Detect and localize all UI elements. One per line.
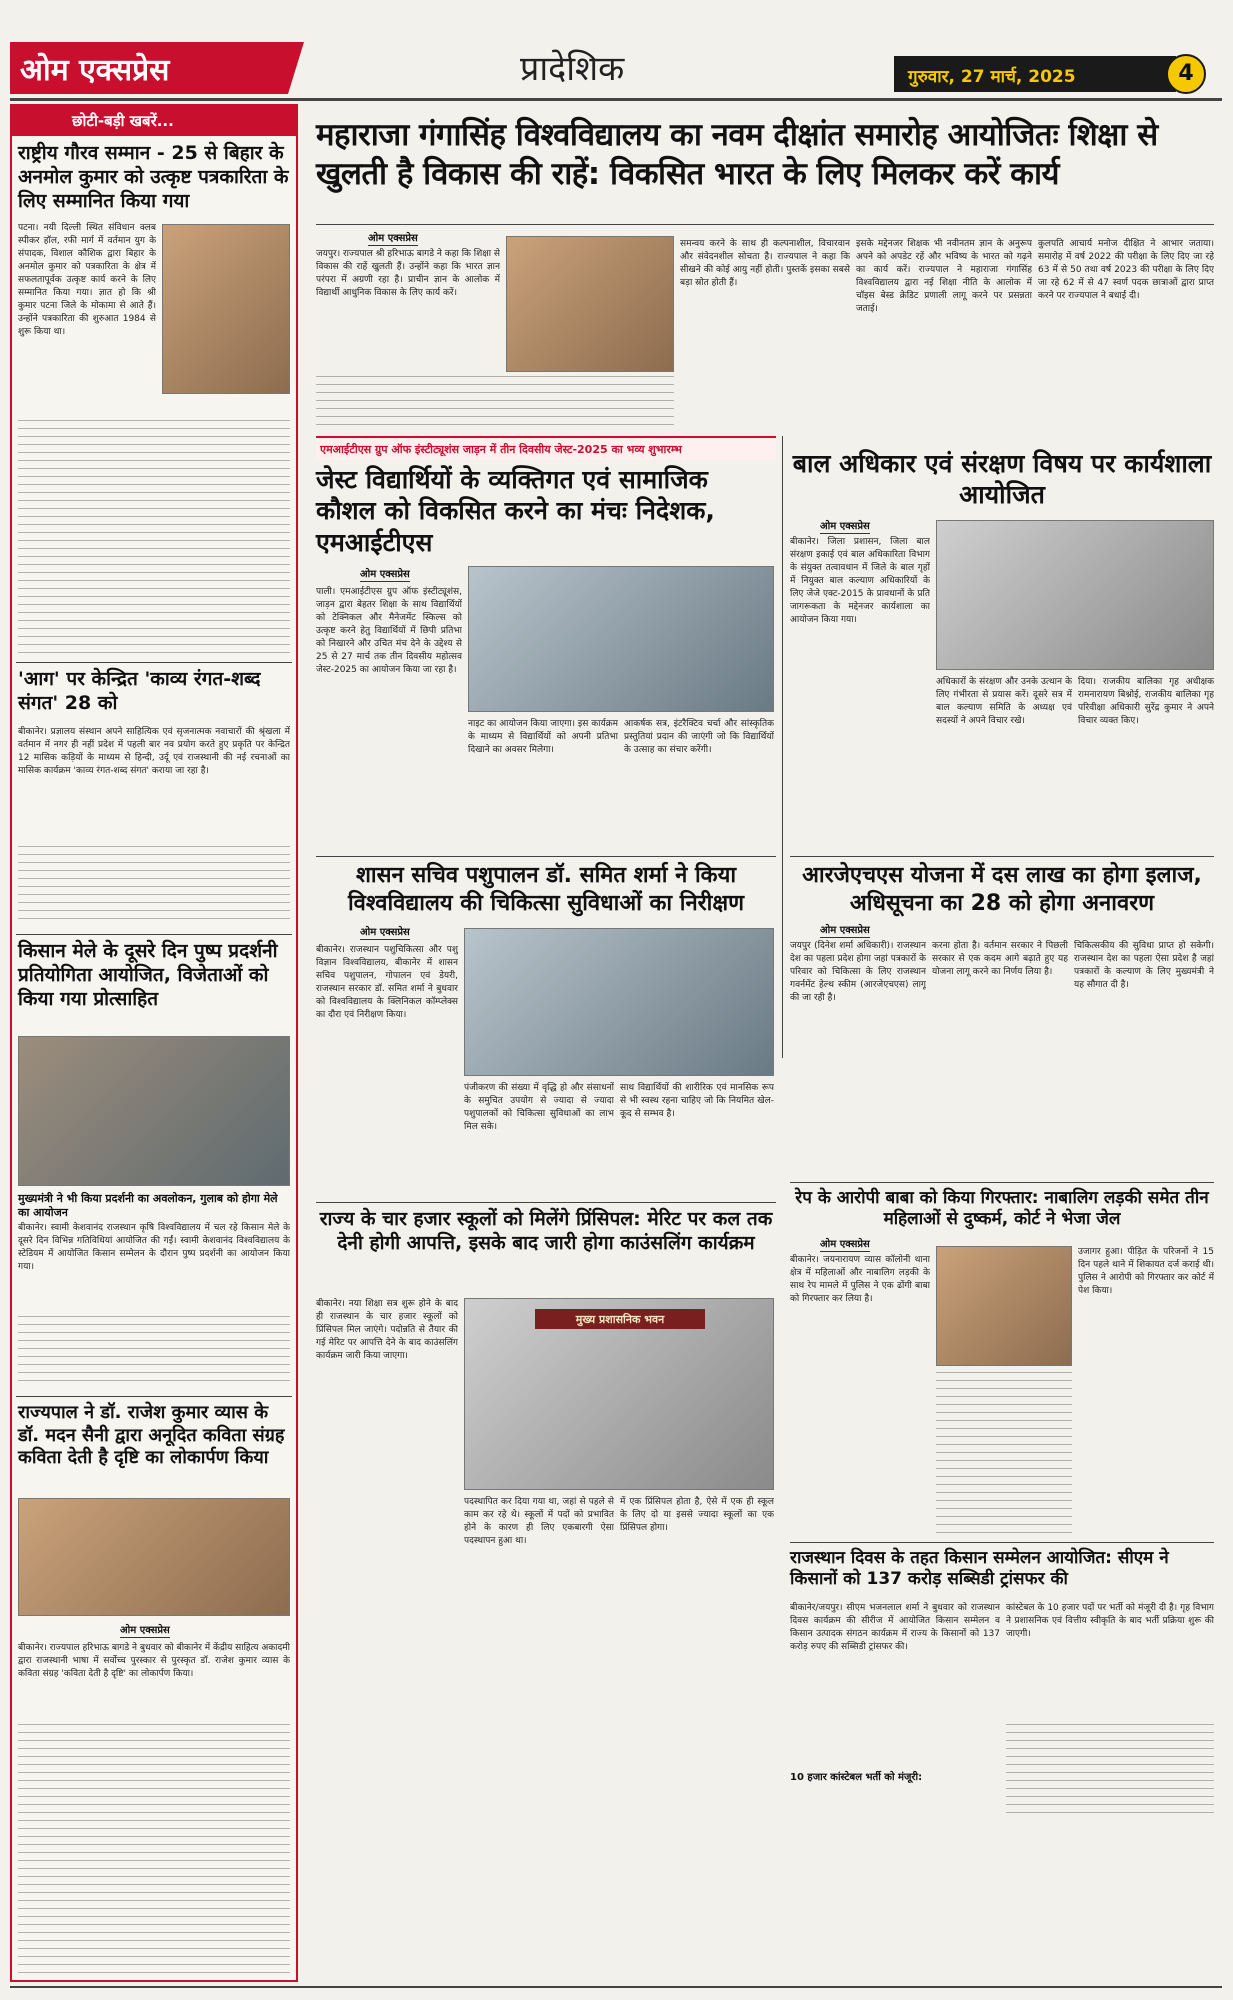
school-photo-sign-plate: [535, 1309, 705, 1329]
workshop-body-col2: अधिकारों के संरक्षण और उनके उत्थान के लिए गंभीरता से प्रयास करें। दूसरे सत्र में बाल कल्याण समिति के अध्यक्ष एवं सदस्यों ने अपने विचार रखे।: [936, 677, 1072, 726]
masthead-brand-corner: [288, 42, 304, 94]
jest-body-col3: आकर्षक सत्र, इंटरैक्टिव चर्चा और सांस्कृतिक प्रस्तुतियां प्रदान की जाएंगी जो कि विद्यार्थियों के उत्साह का संचार करेंगी।: [624, 719, 774, 755]
section-title: प्रादेशिक: [520, 49, 625, 89]
school-body-col1: बीकानेर। नया शिक्षा सत्र शुरू होने के बाद ही राजस्थान के चार हजार स्कूलों को प्रिंसिपल मिल जाएंगे। पदोन्नति से तैयार की गई मेरिट पर आपत्ति देने के बाद काउंसलिंग कार्यक्रम जारी किया जाएगा।: [316, 1299, 458, 1361]
vet-body-col1: बीकानेर। राजस्थान पशुचिकित्सा और पशु विज्ञान विश्वविद्यालय, बीकानेर में शासन सचिव पशुपालन, गोपालन एवं डेयरी, राजस्थान सरकार डॉ. समित शर्मा ने बुधवार को विश्वविद्यालय के क्लिनिकल कॉम्प्लेक्स का दौरा एवं निरीक्षण किया।: [316, 945, 458, 1020]
farmer-subhead: 10 हजार कांस्टेबल भर्ती को मंजूरी:: [790, 1772, 923, 1783]
school-building-photo: [464, 1298, 774, 1490]
school-photo-sign: मुख्य प्रशासनिक भवन: [575, 1313, 665, 1326]
story1-body-continued: [18, 420, 290, 656]
masthead-brand: ओम एक्सप्रेस: [20, 53, 170, 88]
vet-rule: [316, 856, 776, 857]
lead-governor-photo: [506, 236, 674, 372]
rape-accused-photo: [936, 1246, 1072, 1366]
story4-launch-photo: [18, 1498, 290, 1616]
vet-inspection-photo: [464, 928, 774, 1076]
jest-byline: ओम एक्सप्रेस: [360, 566, 410, 582]
lead-byline: ओम एक्सप्रेस: [368, 230, 418, 246]
farmer-rule: [790, 1542, 1214, 1543]
story3-caption: मुख्यमंत्री ने भी किया प्रदर्शनी का अवलोकन, गुलाब को होगा मेले का आयोजन: [18, 1192, 278, 1219]
story4-body: बीकानेर। राज्यपाल हरिभाऊ बागडे ने बुधवार को बीकानेर में केंद्रीय साहित्य अकादमी द्वारा राजस्थानी भाषा में सर्वोच्च पुरस्कार से पुरस्कृत डॉ. राजेश कुमार व्यास के कविता संग्रह 'कविता देती है दृष्टि' का लोकार्पण किया।: [18, 1643, 290, 1679]
lead-headline: महाराजा गंगासिंह विश्वविद्यालय का नवम दीक्षांत समारोह आयोजितः शिक्षा से खुलती है विकास की राहें: विकसित भारत के लिए मिलकर करें कार्य: [316, 117, 1158, 192]
story2-body: बीकानेर। प्रज्ञालय संस्थान अपने साहित्यिक एवं सृजनात्मक नवाचारों की श्रृंखला में वर्तमान में नगर ही नहीं प्रदेश में पहली बार नव प्रयोग करते हुए प्रकृति पर केन्द्रित 12 मासिक कड़ियों के माध्यम से हिन्दी, उर्दू एवं राजस्थानी की नई रचनाओं का मासिक कार्यक्रम 'काव्य रंगत-शब्द संगत' कराया जा रहा है।: [18, 727, 290, 776]
lead-rule: [316, 224, 1214, 225]
rape-body-col3: उजागर हुआ। पीड़ित के परिजनों ने 15 दिन पहले थाने में शिकायत दर्ज कराई थी। पुलिस ने आरोपी को गिरफ्तार कर कोर्ट में पेश किया।: [1078, 1247, 1214, 1296]
left-divider-1: [16, 662, 292, 663]
vertical-divider-right: [782, 436, 783, 1058]
school-body-col3: में एक प्रिंसिपल होता है, ऐसे में एक ही स्कूल के लिए दो या इससे ज्यादा स्कूलों का एक प्रिंसिपल होगा।: [620, 1497, 774, 1533]
page-number-badge: [1166, 54, 1206, 94]
lead-body-col3: इसके मद्देनजर शिक्षक भी नवीनतम ज्ञान के अनुरूप अपने को अपडेट रहें और भविष्य के भारत को गढ़ने का कार्य करें। राज्यपाल ने महाराजा गंगासिंह विश्वविद्यालय द्वारा नई शिक्षा नीति के आलोक में चॉइस बेस्ड क्रेडिट प्रणाली लागू करने पर प्रसन्नता जताई।: [856, 239, 1032, 314]
left-column-label: छोटी-बड़ी खबरें...: [72, 112, 174, 130]
rape-headline: रेप के आरोपी बाबा को किया गिरफ्तार: नाबालिग लड़की समेत तीन महिलाओं से दुष्कर्म, कोर्ट ने भेजा जेल: [795, 1188, 1209, 1230]
left-divider-2: [16, 934, 292, 935]
rape-rule: [790, 1182, 1214, 1183]
story3-body-continued: [18, 1316, 290, 1388]
rape-byline: ओम एक्सप्रेस: [820, 1236, 870, 1252]
rape-body-col1: बीकानेर। जयनारायण व्यास कॉलोनी थाना क्षेत्र में महिलाओं और नाबालिग लड़की के साथ रेप मामले में पुलिस ने एक ढोंगी बाबा को गिरफ्तार कर लिया है।: [790, 1255, 930, 1304]
story3-headline: किसान मेले के दूसरे दिन पुष्प प्रदर्शनी प्रतियोगिता आयोजित, विजेताओं को किया गया प्रोत्साहित: [18, 940, 278, 1010]
farmer-headline: राजस्थान दिवस के तहत किसान सम्मेलन आयोजित: सीएम ने किसानों को 137 करोड़ सब्सिडी ट्रांसफर की: [790, 1548, 1169, 1590]
workshop-photo: [936, 520, 1214, 670]
farmer-body-col1: बीकानेर/जयपुर। सीएम भजनलाल शर्मा ने बुधवार को राजस्थान दिवस कार्यक्रम की सीरीज में आयोजित किसान सम्मेलन व किसान उत्पादक संगठन कार्यक्रम में राज्य के किसानों को 137 करोड़ रुपए की सब्सिडी ट्रांसफर की।: [790, 1603, 1000, 1652]
story2-body-continued: [18, 846, 290, 926]
school-rule: [316, 1202, 776, 1203]
lead-body-col2: समन्वय करने के साथ ही कल्पनाशील, विचारवान और संवेदनशील सोचता है। राज्यपाल ने कहा कि सीखने की कोई आयु नहीं होती। पुस्तकें इसका सबसे बड़ा स्रोत होती हैं।: [680, 239, 850, 288]
rghs-byline: ओम एक्सप्रेस: [820, 922, 870, 938]
workshop-headline: बाल अधिकार एवं संरक्षण विषय पर कार्यशाला आयोजित: [792, 449, 1212, 510]
jest-kicker-box: [316, 436, 776, 460]
lead-body-col1: जयपुर। राज्यपाल श्री हरिभाऊ बागडे ने कहा कि शिक्षा से विकास की राहें खुलती हैं। उन्होंने कहा कि भारत ज्ञान परंपरा में अग्रणी रहा है। प्राचीन ज्ञान के आलोक में विद्यार्थी आधुनिक विकास के लिए कार्य करें।: [316, 249, 500, 298]
story4-byline: ओम एक्सप्रेस: [120, 1622, 170, 1638]
story3-body: बीकानेर। स्वामी केशवानंद राजस्थान कृषि विश्वविद्यालय में चल रहे किसान मेले के दूसरे दिन विभिन्न गतिविधियां आयोजित की गईं। स्वामी केशवानंद विश्वविद्यालय के स्टेडियम में आयोजित किसान सम्मेलन के दौरान पुष्प प्रदर्शनी का आयोजन किया गया।: [18, 1223, 290, 1272]
rghs-body-col3: चिकित्सकीय की सुविधा प्राप्त हो सकेगी। राजस्थान देश का पहला ऐसा प्रदेश है जहां पत्रकारों के कल्याण के लिए मुख्यमंत्री ने यह सौगात दी है।: [1074, 941, 1214, 990]
masthead-brand-box: [10, 42, 288, 94]
workshop-body-col3: दिया। राजकीय बालिका गृह अधीक्षक रामनारायण बिश्नोई, राजकीय बालिका गृह परिवीक्षा अधिकारी सुरेंद्र कुमार ने अपने विचार व्यक्त किए।: [1078, 677, 1214, 726]
jest-body-col1: पाली। एमआईटीएस ग्रुप ऑफ इंस्टीट्यूशंस, जाड़न द्वारा बेहतर शिक्षा के साथ विद्यार्थियों को टेक्निकल और मैनेजमेंट स्किल्स को उत्कृष्ट करने हेतु विद्यार्थियों में छिपी प्रतिभा को निखारने और उचित मंच देने के उद्देश्य से 25 से 27 मार्च तक तीन दिवसीय महोत्सव जेस्ट-2025 का आयोजन किया जा रहा है।: [316, 587, 462, 675]
vet-body-col3: साथ विद्यार्थियों की शारीरिक एवं मानसिक रूप से भी स्वस्थ रहना चाहिए जो कि नियमित खेल-कूद से सम्भव है।: [620, 1083, 774, 1119]
vet-byline: ओम एक्सप्रेस: [360, 924, 410, 940]
workshop-byline: ओम एक्सप्रेस: [820, 518, 870, 534]
workshop-body-col1: बीकानेर। जिला प्रशासन, जिला बाल संरक्षण इकाई एवं बाल अधिकारिता विभाग के संयुक्त तत्वावधान में जिले के बाल गृहों में नियुक्त बाल कल्याण अधिकारियों के लिए जेजे एक्ट-2015 के प्रावधानों के प्रति जागरूकता के मद्देनजर कार्यशाला का आयोजन किया गया।: [790, 537, 930, 625]
story4-headline: राज्यपाल ने डॉ. राजेश कुमार व्यास के डॉ. मदन सैनी द्वारा अनूदित कविता संग्रह कविता देती है दृष्टि का लोकार्पण किया: [18, 1402, 285, 1468]
masthead-rule: [10, 98, 1222, 101]
story4-body-continued: [18, 1724, 290, 1974]
jest-body-col2: नाइट का आयोजन किया जाएगा। इस कार्यक्रम के माध्यम से विद्यार्थियों को अपनी प्रतिभा दिखाने का अवसर मिलेगा।: [468, 719, 618, 755]
story3-exhibition-photo: [18, 1036, 290, 1186]
rghs-body-col2: करना होता है। वर्तमान सरकार ने पिछली सरकार से एक कदम आगे बढ़ाते हुए यह योजना लागू करने का निर्णय लिया है।: [932, 941, 1068, 977]
lead-body-col4: कुलपति आचार्य मनोज दीक्षित ने आभार जताया। समारोह में वर्ष 2022 की परीक्षा के लिए दिए जा रहे 63 में से 50 तथा वर्ष 2023 की परीक्षा के लिए दिए जा रहे 62 में से 47 स्वर्ण पदक छात्राओं द्वारा प्राप्त करने पर राज्यपाल ने बधाई दी।: [1038, 239, 1214, 301]
story2-headline: 'आग' पर केन्द्रित 'काव्य रंगत-शब्द संगत' 28 को: [18, 668, 261, 714]
vet-body-col2: पंजीकरण की संख्या में वृद्धि हो और संसाधनों के समुचित उपयोग से ज्यादा से ज्यादा पशुपालकों को चिकित्सा सुविधाओं का लाभ मिल सके।: [464, 1083, 614, 1132]
left-divider-3: [16, 1396, 292, 1397]
rghs-headline: आरजेएचएस योजना में दस लाख का होगा इलाज, अधिसूचना का 28 को होगा अनावरण: [802, 863, 1202, 916]
masthead-date-box: [894, 56, 1176, 92]
school-headline: राज्य के चार हजार स्कूलों को मिलेंगे प्रिंसिपल: मेरिट पर कल तक देनी होगी आपत्ति, इसके बाद जारी होगा काउंसलिंग कार्यक्रम: [319, 1208, 773, 1254]
vet-headline: शासन सचिव पशुपालन डॉ. समित शर्मा ने किया विश्वविद्यालय की चिकित्सा सुविधाओं का निरीक्षण: [347, 863, 745, 916]
rghs-rule: [790, 856, 1214, 857]
story1-body: पटना। नयी दिल्ली स्थित संविधान क्लब स्पीकर हॉल, रफी मार्ग में वर्तमान युग के संपादक, विशाल कौशिक द्वारा बिहार के अनमोल कुमार को पत्रकारिता के क्षेत्र में सफलतापूर्वक उत्कृष्ट कार्य करने के लिए सम्मानित किया गया। ज्ञात हो कि श्री कुमार पटना जिले के मोकामा से आते हैं। उन्होंने पत्रकारिता की शुरुआत 1984 से शुरू किया था।: [18, 223, 156, 337]
jest-kicker: एमआईटीएस ग्रुप ऑफ इंस्टीट्यूशंस जाड़न में तीन दिवसीय जेस्ट-2025 का भव्य शुभारम्भ: [320, 443, 682, 456]
story1-headline: राष्ट्रीय गौरव सम्मान - 25 से बिहार के अनमोल कुमार को उत्कृष्ट पत्रकारिता के लिए सम्मानित किया गया: [18, 142, 289, 212]
footer-rule: [10, 1986, 1222, 1988]
rghs-body-col1: जयपुर (दिनेश शर्मा अधिकारी)। राजस्थान देश का पहला प्रदेश होगा जहां पत्रकारों के परिवार को चिकित्सा के लिए राजस्थान गवर्नमेंट हेल्थ स्कीम (आरजेएचएस) लागू की जा रही है।: [790, 941, 926, 1003]
jest-headline: जेस्ट विद्यार्थियों के व्यक्तिगत एवं सामाजिक कौशल को विकसित करने का मंचः निदेशक, एमआईटीएस: [316, 465, 715, 557]
lead-body-under-photo: [316, 376, 674, 428]
school-body-col2: पदस्थापित कर दिया गया था, जहां से पहले से काम कर रहे थे। स्कूलों में पदों को प्रभावित होने के कारण ही लिए एकबारगी ऐसा पदस्थापन हुआ था।: [464, 1497, 614, 1546]
story1-portrait-photo: [162, 224, 290, 394]
rape-body-mid: [936, 1372, 1072, 1534]
farmer-body-continued: [1006, 1724, 1214, 1814]
farmer-body-col2: कांस्टेबल के 10 हजार पदों पर भर्ती को मंजूरी दी है। गृह विभाग ने प्रशासनिक एवं वित्तीय स्वीकृति के बाद भर्ती प्रक्रिया शुरू की जाएगी।: [1006, 1603, 1214, 1639]
left-column-label-box: [12, 106, 296, 136]
page-date: गुरुवार, 27 मार्च, 2025: [908, 67, 1076, 87]
jest-group-photo: [468, 566, 774, 712]
page-number: 4: [1178, 61, 1194, 86]
